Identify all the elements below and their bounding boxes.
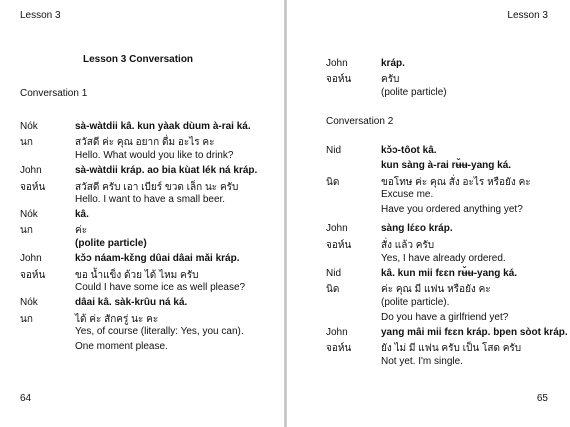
right-page	[287, 0, 570, 427]
speaker-name: Nid	[326, 268, 342, 279]
romanized-line: kun sàng à-rai rʉ̌ʉ-yang ká.	[381, 160, 512, 171]
lesson-title: Lesson 3 Conversation	[83, 54, 194, 65]
speaker-name-thai: จอห์น	[326, 74, 352, 85]
translation-line: (polite particle).	[381, 297, 450, 308]
speaker-name: Nid	[326, 145, 342, 156]
romanized-line: kɔ̌ɔ-tôot kâ.	[381, 145, 437, 156]
thai-line: สวัสดี ครับ เอา เบียร์ ขวด เล็ก นะ ครับ	[75, 182, 239, 193]
translation-line: Have you ordered anything yet?	[381, 204, 523, 215]
romanized-line: kɔ̌ɔ náam-kɛ̌ng dûai dâai mǎi kráp.	[75, 253, 240, 264]
speaker-name-thai: จอห์น	[326, 343, 352, 354]
speaker-name-thai: นิด	[326, 177, 340, 188]
translation-line: Yes, I have already ordered.	[381, 253, 506, 264]
thai-line: ขอ น้ำแข็ง ด้วย ได้ ไหม ครับ	[75, 270, 199, 281]
page-header: Lesson 3	[20, 10, 61, 21]
romanized-line: kráp.	[381, 58, 405, 69]
translation-line: Excuse me.	[381, 189, 434, 200]
speaker-name: Nók	[20, 121, 38, 132]
speaker-name: John	[20, 165, 42, 176]
conversation-heading: Conversation 1	[20, 88, 88, 99]
translation-line: (polite particle)	[75, 238, 147, 249]
romanized-line: yang mâi mii fɛɛn kráp. bpen sòot kráp.	[381, 327, 568, 338]
romanized-line: kâ.	[75, 209, 89, 220]
thai-line: ค่ะ คุณ มี แฟน หรือยัง คะ	[381, 284, 491, 295]
thai-line: สั่ง แล้ว ครับ	[381, 240, 435, 251]
romanized-line: sà-wàtdii kâ. kun yàak dùum à-rai ká.	[75, 121, 251, 132]
speaker-name-thai: นก	[20, 137, 33, 148]
translation-line: Do you have a girlfriend yet?	[381, 312, 509, 323]
speaker-name-thai: จอห์น	[20, 182, 46, 193]
conversation-heading: Conversation 2	[326, 116, 394, 127]
speaker-name-thai: นิด	[326, 284, 340, 295]
translation-line: (polite particle)	[381, 87, 447, 98]
translation-line: Yes, of course (literally: Yes, you can).	[75, 326, 244, 337]
speaker-name: Nók	[20, 209, 38, 220]
speaker-name: John	[326, 58, 348, 69]
translation-line: Hello. I want to have a small beer.	[75, 194, 226, 205]
page-number: 65	[536, 393, 548, 404]
speaker-name: John	[326, 327, 348, 338]
translation-line: Hello. What would you like to drink?	[75, 150, 234, 161]
romanized-line: sàng lɛ́ɛo kráp.	[381, 223, 453, 234]
speaker-name: John	[326, 223, 348, 234]
thai-line: ยัง ไม่ มี แฟน ครับ เป็น โสด ครับ	[381, 343, 522, 354]
translation-line: One moment please.	[75, 341, 168, 352]
speaker-name-thai: นก	[20, 225, 33, 236]
page-number: 64	[20, 393, 32, 404]
romanized-line: kâ. kun mii fɛɛn rʉ̌ʉ-yang ká.	[381, 268, 518, 279]
translation-line: Could I have some ice as well please?	[75, 282, 246, 293]
translation-line: Not yet. I'm single.	[381, 356, 463, 367]
thai-line: ขอโทษ ค่ะ คุณ สั่ง อะไร หรือยัง คะ	[381, 177, 531, 188]
thai-line: ค่ะ	[75, 225, 88, 236]
left-page	[0, 0, 284, 427]
romanized-line: sà-wàtdii kráp. ao bia kùat lék ná kráp.	[75, 165, 258, 176]
speaker-name-thai: จอห์น	[20, 270, 46, 281]
page-header: Lesson 3	[507, 10, 548, 21]
speaker-name: John	[20, 253, 42, 264]
speaker-name-thai: จอห์น	[326, 240, 352, 251]
speaker-name-thai: นก	[20, 314, 33, 325]
thai-line: ครับ	[381, 74, 400, 85]
thai-line: ได้ ค่ะ สักครู่ นะ คะ	[75, 314, 159, 325]
romanized-line: dâai kâ. sàk-krûu ná ká.	[75, 297, 188, 308]
thai-line: สวัสดี ค่ะ คุณ อยาก ดื่ม อะไร คะ	[75, 137, 215, 148]
speaker-name: Nók	[20, 297, 38, 308]
